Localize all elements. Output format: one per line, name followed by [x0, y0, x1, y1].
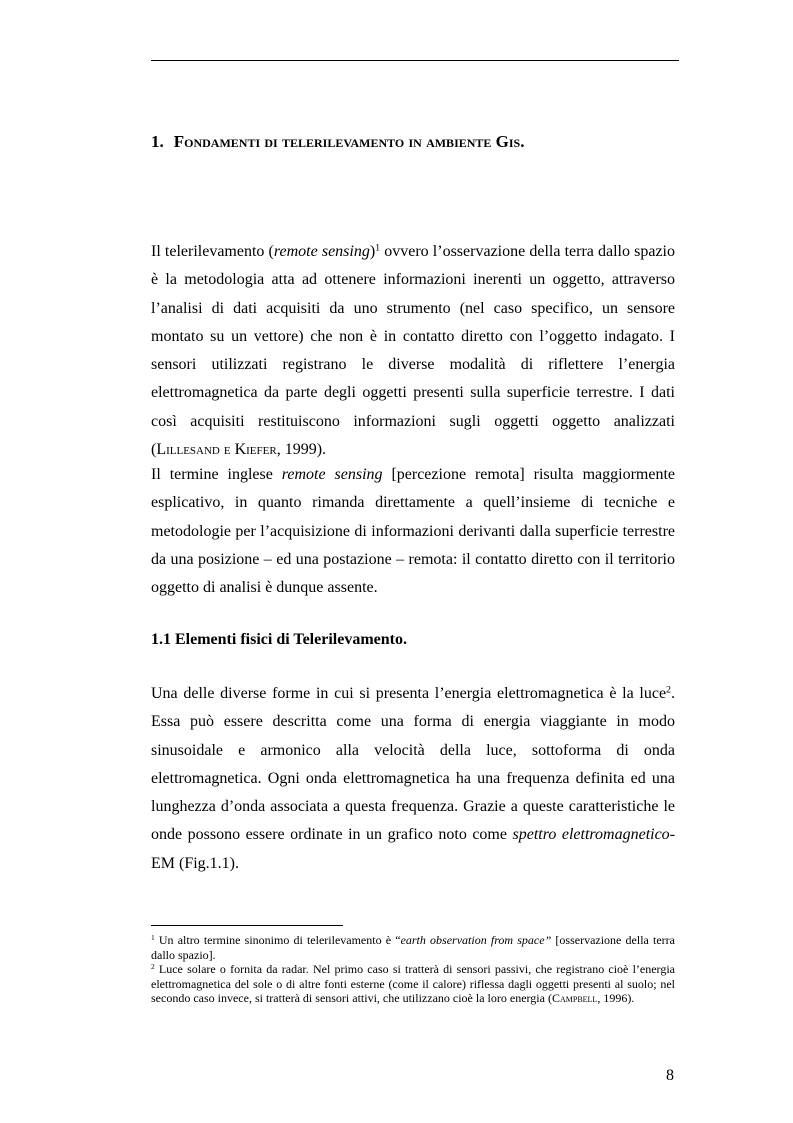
- italic-term: remote sensing: [273, 243, 370, 260]
- text-run: Il termine inglese: [151, 466, 282, 483]
- paragraph-light: [151, 680, 675, 878]
- footnote-number: 1: [151, 932, 155, 942]
- footnote-ref: 1: [375, 242, 381, 254]
- italic-term: earth observation from space”: [400, 933, 552, 947]
- text-run: . Essa può essere descritta come una forma di energia viaggiante in modo sinusoidale e armonico alla velocità della luce, sottoforma di onda elettromagnetica. Ogni onda elettromagnetica ha una frequenza definita ed una lunghezza d’onda associata a questa frequenza. Grazie a queste caratteristiche le onde possono essere ordinate in un grafico noto come: [151, 685, 675, 844]
- footnote: [151, 962, 675, 1006]
- citation-author: Lillesand e Kiefer: [156, 441, 277, 459]
- section-heading: 1.1 Elementi fisici di Telerilevamento.: [151, 631, 407, 648]
- chapter-number: 1.: [151, 132, 164, 151]
- footnotes: [151, 933, 675, 1006]
- text-run: Luce solare o fornita da radar. Nel primo caso si tratterà di sensori passivi, che registrano cioè l’energia elettromagnetica del sole o di altre fonti esterne (come il calore) riflessa dagli oggetti presenti al suolo; nel secondo caso invece, si tratterà di sensori attivi, che utilizzano cioè la loro energia (: [151, 962, 675, 1006]
- paragraph-remote-sensing: [151, 461, 675, 602]
- chapter-heading: [151, 132, 679, 152]
- text-run: [osservazione della terra dallo spazio].: [151, 933, 675, 962]
- text-run: Un altro termine sinonimo di telerilevamento è “: [154, 933, 401, 947]
- page-number: 8: [666, 1067, 674, 1084]
- text-run: , 1996).: [597, 991, 635, 1006]
- text-run: ): [369, 243, 376, 260]
- footnote-separator: [151, 925, 343, 926]
- paragraph-intro: [151, 238, 675, 464]
- text-run: Il telerilevamento (: [151, 243, 274, 260]
- footnote-number: 2: [151, 962, 155, 972]
- text-run: -EM (Fig.1.1).: [151, 826, 676, 872]
- text-run: [percezione remota] risulta maggiormente esplicativo, in quanto rimanda direttamente a quell’insieme di tecniche e metodologie per l’acquisizione di informazioni derivanti dalla superficie terrestre da una posizione – ed una postazione – remota: il contatto diretto con il territorio oggetto di analisi è dunque assente.: [151, 466, 675, 597]
- text-run: Una delle diverse forme in cui si presenta l’energia elettromagnetica è la luce: [151, 685, 667, 702]
- italic-term: spettro elettromagnetico: [512, 826, 670, 844]
- text-run: ovvero l’osservazione della terra dallo spazio è la metodologia atta ad ottenere informazioni inerenti un oggetto, attraverso l’analisi di dati acquisiti da uno strumento (nel caso specifico, un sensore montato su un vettore) che non è in contatto diretto con l’oggetto indagato. I sensori utilizzati registrano le diverse modalità di riflettere l’energia elettromagnetica da parte degli oggetti presenti sulla superficie terrestre. I dati così acquisiti restituiscono informazioni sugli oggetti oggetto analizzati (: [151, 243, 675, 459]
- footnote: [151, 933, 675, 962]
- text-run: , 1999).: [276, 441, 327, 459]
- footnote-ref: 2: [666, 684, 671, 696]
- citation-author: Campbell: [551, 991, 598, 1006]
- chapter-title: Fondamenti di telerilevamento in ambiente Gis.: [173, 132, 525, 151]
- italic-term: remote sensing: [281, 466, 383, 483]
- header-rule: [151, 60, 679, 61]
